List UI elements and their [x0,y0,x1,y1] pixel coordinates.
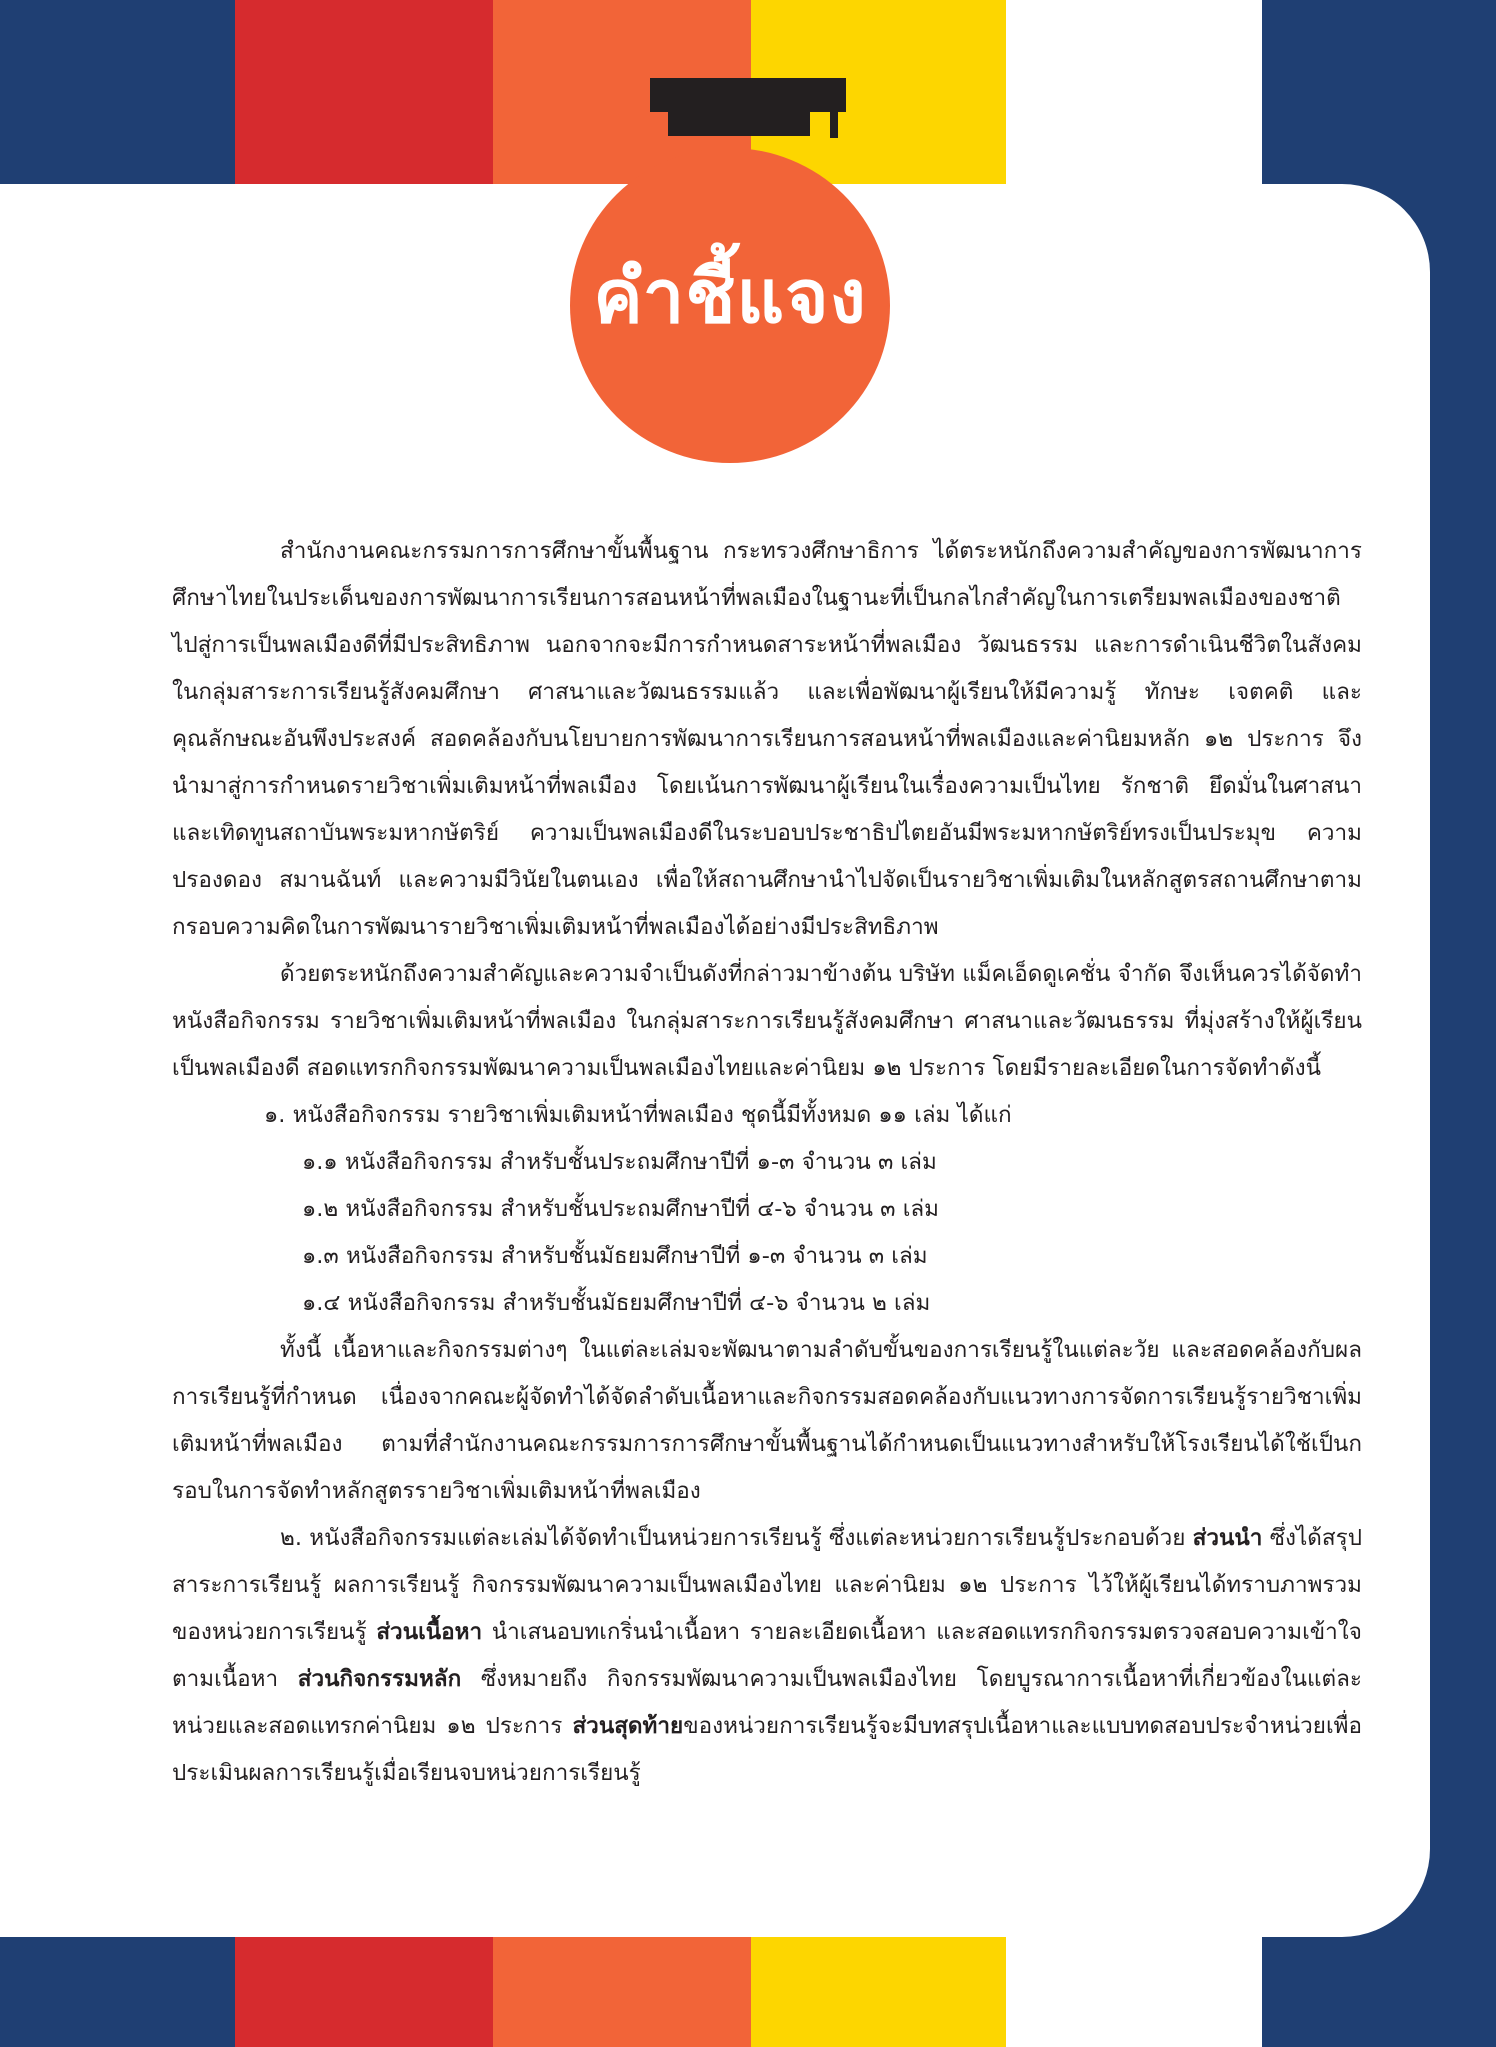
paragraph-content-scope: ทั้งนี้ เนื้อหาและกิจกรรมต่างๆ ในแต่ละเล่มจะพัฒนาตามลำดับขั้นของการเรียนรู้ในแต่ละวัย และสอดคล้องกับผลการเรียนรู้ที่กำหนด เนื่องจากคณะผู้จัดทำได้จัดลำดับเนื้อหาและกิจกรรมสอดคล้องกับแนวทางการจัดการเรียนรู้รายวิชาเพิ่มเติมหน้าที่พลเมือง ตามที่สำนักงานคณะกรรมการการศึกษาขั้นพื้นฐานได้กำหนดเป็นแนวทางสำหรับให้โรงเรียนได้ใช้เป็นกรอบในการจัดทำหลักสูตรรายวิชาเพิ่มเติมหน้าที่พลเมือง [172,1337,1362,1504]
term-main-activity-section: ส่วนกิจกรรมหลัก [297,1666,462,1692]
bottom-stripe-navy [0,1937,235,2047]
top-stripe-red [235,0,493,184]
paragraph-structure [172,1515,1362,1797]
bottom-stripe-yellow [751,1937,1006,2047]
term-content-section: ส่วนเนื้อหา [376,1619,483,1645]
title-badge [570,148,890,463]
list-item-1: ๑. หนังสือกิจกรรม รายวิชาเพิ่มเติมหน้าที่พลเมือง ชุดนี้มีทั้งหมด ๑๑ เล่ม ได้แก่ [264,1102,1012,1128]
list-item-1-3: ๑.๓ หนังสือกิจกรรม สำหรับชั้นมัธยมศึกษาปีที่ ๑-๓ จำนวน ๓ เล่ม [302,1243,928,1269]
structure-text-1: ๒. หนังสือกิจกรรมแต่ละเล่มได้จัดทำเป็นหน่วยการเรียนรู้ ซึ่งแต่ละหน่วยการเรียนรู้ประกอบด้วย [280,1525,1193,1551]
page-title: คำชี้แจง [593,253,867,340]
structure-text-5: ของหน่วยการเรียนรู้จะมีบทสรุปเนื้อหาและแบบทดสอบประจำหน่วยเพื่อประเมินผลการเรียนรู้เมื่อเรียนจบหน่วยการเรียนรู้ [172,1713,1362,1786]
structure-text-2: ซึ่งได้สรุปสาระการเรียนรู้ ผลการเรียนรู้ กิจกรรมพัฒนาความเป็นพลเมืองไทย และค่านิยม ๑๒ ประการ ไว้ให้ผู้เรียนได้ทราบภาพรวมของหน่วยการเรียนรู้ [172,1525,1362,1645]
top-stripe-navy [0,0,235,184]
paragraph-purpose: ด้วยตระหนักถึงความสำคัญและความจำเป็นดังที่กล่าวมาข้างต้น บริษัท แม็คเอ็ดดูเคชั่น จำกัด จึงเห็นควรได้จัดทำหนังสือกิจกรรม รายวิชาเพิ่มเติมหน้าที่พลเมือง ในกลุ่มสาระการเรียนรู้สังคมศึกษา ศาสนาและวัฒนธรรม ที่มุ่งสร้างให้ผู้เรียนเป็นพลเมืองดี สอดแทรกกิจกรรมพัฒนาความเป็นพลเมืองไทยและค่านิยม ๑๒ ประการ โดยมีรายละเอียดในการจัดทำดังนี้ [172,961,1362,1081]
paragraph-intro: สำนักงานคณะกรรมการการศึกษาขั้นพื้นฐาน กระทรวงศึกษาธิการ ได้ตระหนักถึงความสำคัญของการพัฒนาการศึกษาไทยในประเด็นของการพัฒนาการเรียนการสอนหน้าที่พลเมืองในฐานะที่เป็นกลไกสำคัญในการเตรียมพลเมืองของชาติไปสู่การเป็นพลเมืองดีที่มีประสิทธิภาพ นอกจากจะมีการกำหนดสาระหน้าที่พลเมือง วัฒนธรรม และการดำเนินชีวิตในสังคม ในกลุ่มสาระการเรียนรู้สังคมศึกษา ศาสนาและวัฒนธรรมแล้ว และเพื่อพัฒนาผู้เรียนให้มีความรู้ ทักษะ เจตคติ และคุณลักษณะอันพึงประสงค์ สอดคล้องกับนโยบายการพัฒนาการเรียนการสอนหน้าที่พลเมืองและค่านิยมหลัก ๑๒ ประการ จึงนำมาสู่การกำหนดรายวิชาเพิ่มเติมหน้าที่พลเมือง โดยเน้นการพัฒนาผู้เรียนในเรื่องความเป็นไทย รักชาติ ยึดมั่นในศาสนา และเทิดทูนสถาบันพระมหากษัตริย์ ความเป็นพลเมืองดีในระบอบประชาธิปไตยอันมีพระมหากษัตริย์ทรงเป็นประมุข ความปรองดอง สมานฉันท์ และความมีวินัยในตนเอง เพื่อให้สถานศึกษานำไปจัดเป็นรายวิชาเพิ่มเติมในหลักสูตรสถานศึกษาตามกรอบความคิดในการพัฒนารายวิชาเพิ่มเติมหน้าที่พลเมืองได้อย่างมีประสิทธิภาพ [172,538,1362,940]
bottom-stripe-red [235,1937,493,2047]
graduation-cap-icon [650,78,850,148]
term-intro-section: ส่วนนำ [1192,1525,1263,1551]
list-item-1-4: ๑.๔ หนังสือกิจกรรม สำหรับชั้นมัธยมศึกษาปีที่ ๔-๖ จำนวน ๒ เล่ม [302,1290,931,1316]
document-body [172,528,1362,1797]
term-final-section: ส่วนสุดท้าย [572,1713,684,1739]
structure-text-3: นำเสนอบทเกริ่นนำเนื้อหา รายละเอียดเนื้อหา และสอดแทรกกิจกรรมตรวจสอบความเข้าใจตามเนื้อหา [172,1619,1362,1692]
structure-text-4: ซึ่งหมายถึง กิจกรรมพัฒนาความเป็นพลเมืองไทย โดยบูรณาการเนื้อหาที่เกี่ยวข้องในแต่ละหน่วยและสอดแทรกค่านิยม ๑๒ ประการ [172,1666,1362,1739]
list-item-1-2: ๑.๒ หนังสือกิจกรรม สำหรับชั้นประถมศึกษาปีที่ ๔-๖ จำนวน ๓ เล่ม [302,1196,939,1222]
list-item-1-1: ๑.๑ หนังสือกิจกรรม สำหรับชั้นประถมศึกษาปีที่ ๑-๓ จำนวน ๓ เล่ม [302,1149,937,1175]
bottom-stripe-orange [493,1937,751,2047]
